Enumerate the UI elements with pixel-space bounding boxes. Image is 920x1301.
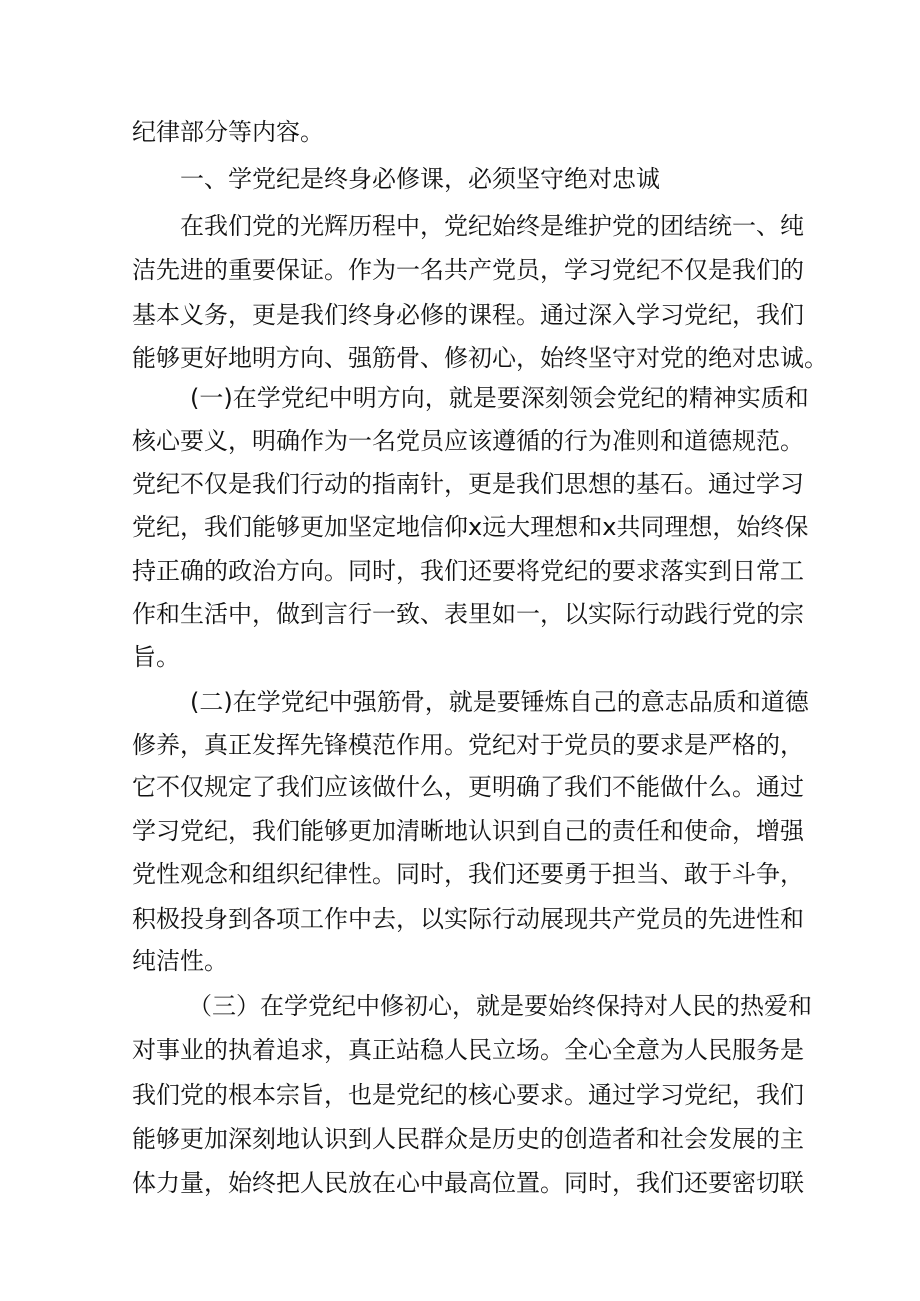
- subsection-2-line: 积极投身到各项工作中去，以实际行动展现共产党员的先进性和: [132, 905, 804, 933]
- subsection-2-line: 它不仅规定了我们应该做什么，更明确了我们不能做什么。通过: [132, 773, 804, 801]
- subsection-2-line: 纯洁性。: [132, 947, 228, 975]
- subsection-3-line: 对事业的执着追求，真正站稳人民立场。全心全意为人民服务是: [132, 1036, 804, 1064]
- subsection-1-line: (一)在学党纪中明方向，就是要深刻领会党纪的精神实质和: [190, 384, 809, 412]
- subsection-3-line: （三）在学党纪中修初心，就是要始终保持对人民的热爱和: [188, 992, 812, 1020]
- subsection-2-line: 修养，真正发挥先锋模范作用。党纪对于党员的要求是严格的，: [132, 731, 804, 759]
- subsection-3-line: 能够更加深刻地认识到人民群众是历史的创造者和社会发展的主: [132, 1125, 804, 1153]
- subsection-3-line: 我们党的根本宗旨，也是党纪的核心要求。通过学习党纪，我们: [132, 1081, 804, 1109]
- subsection-1-line: 持正确的政治方向。同时，我们还要将党纪的要求落实到日常工: [132, 557, 804, 585]
- subsection-1-line: 核心要义，明确作为一名党员应该遵循的行为准则和道德规范。: [132, 427, 804, 455]
- intro-paragraph-line: 基本义务，更是我们终身必修的课程。通过深入学习党纪，我们: [132, 301, 804, 329]
- subsection-2-line: 党性观念和组织纪律性。同时，我们还要勇于担当、敢于斗争，: [132, 860, 804, 888]
- subsection-2-line: 学习党纪，我们能够更加清晰地认识到自己的责任和使命，增强: [132, 817, 804, 845]
- subsection-3-line: 体力量，始终把人民放在心中最高位置。同时，我们还要密切联: [132, 1169, 804, 1197]
- subsection-1-line: 党纪不仅是我们行动的指南针，更是我们思想的基石。通过学习: [132, 470, 804, 498]
- intro-paragraph-line: 能够更好地明方向、强筋骨、修初心，始终坚守对党的绝对忠诚。: [132, 344, 828, 372]
- intro-paragraph-line: 在我们党的光辉历程中，党纪始终是维护党的团结统一、纯: [180, 212, 804, 240]
- subsection-1-line: 党纪，我们能够更加坚定地信仰x远大理想和x共同理想，始终保: [132, 513, 809, 541]
- section-heading: 一、学党纪是终身必修课，必须坚守绝对忠诚: [180, 165, 660, 193]
- paragraph-tail-line: 纪律部分等内容。: [132, 118, 324, 146]
- subsection-1-line: 作和生活中，做到言行一致、表里如一，以实际行动践行党的宗: [132, 600, 804, 628]
- subsection-2-line: (二)在学党纪中强筋骨，就是要锤炼自己的意志品质和道德: [190, 688, 809, 716]
- subsection-1-line: 旨。: [132, 643, 180, 671]
- intro-paragraph-line: 洁先进的重要保证。作为一名共产党员，学习党纪不仅是我们的: [132, 256, 804, 284]
